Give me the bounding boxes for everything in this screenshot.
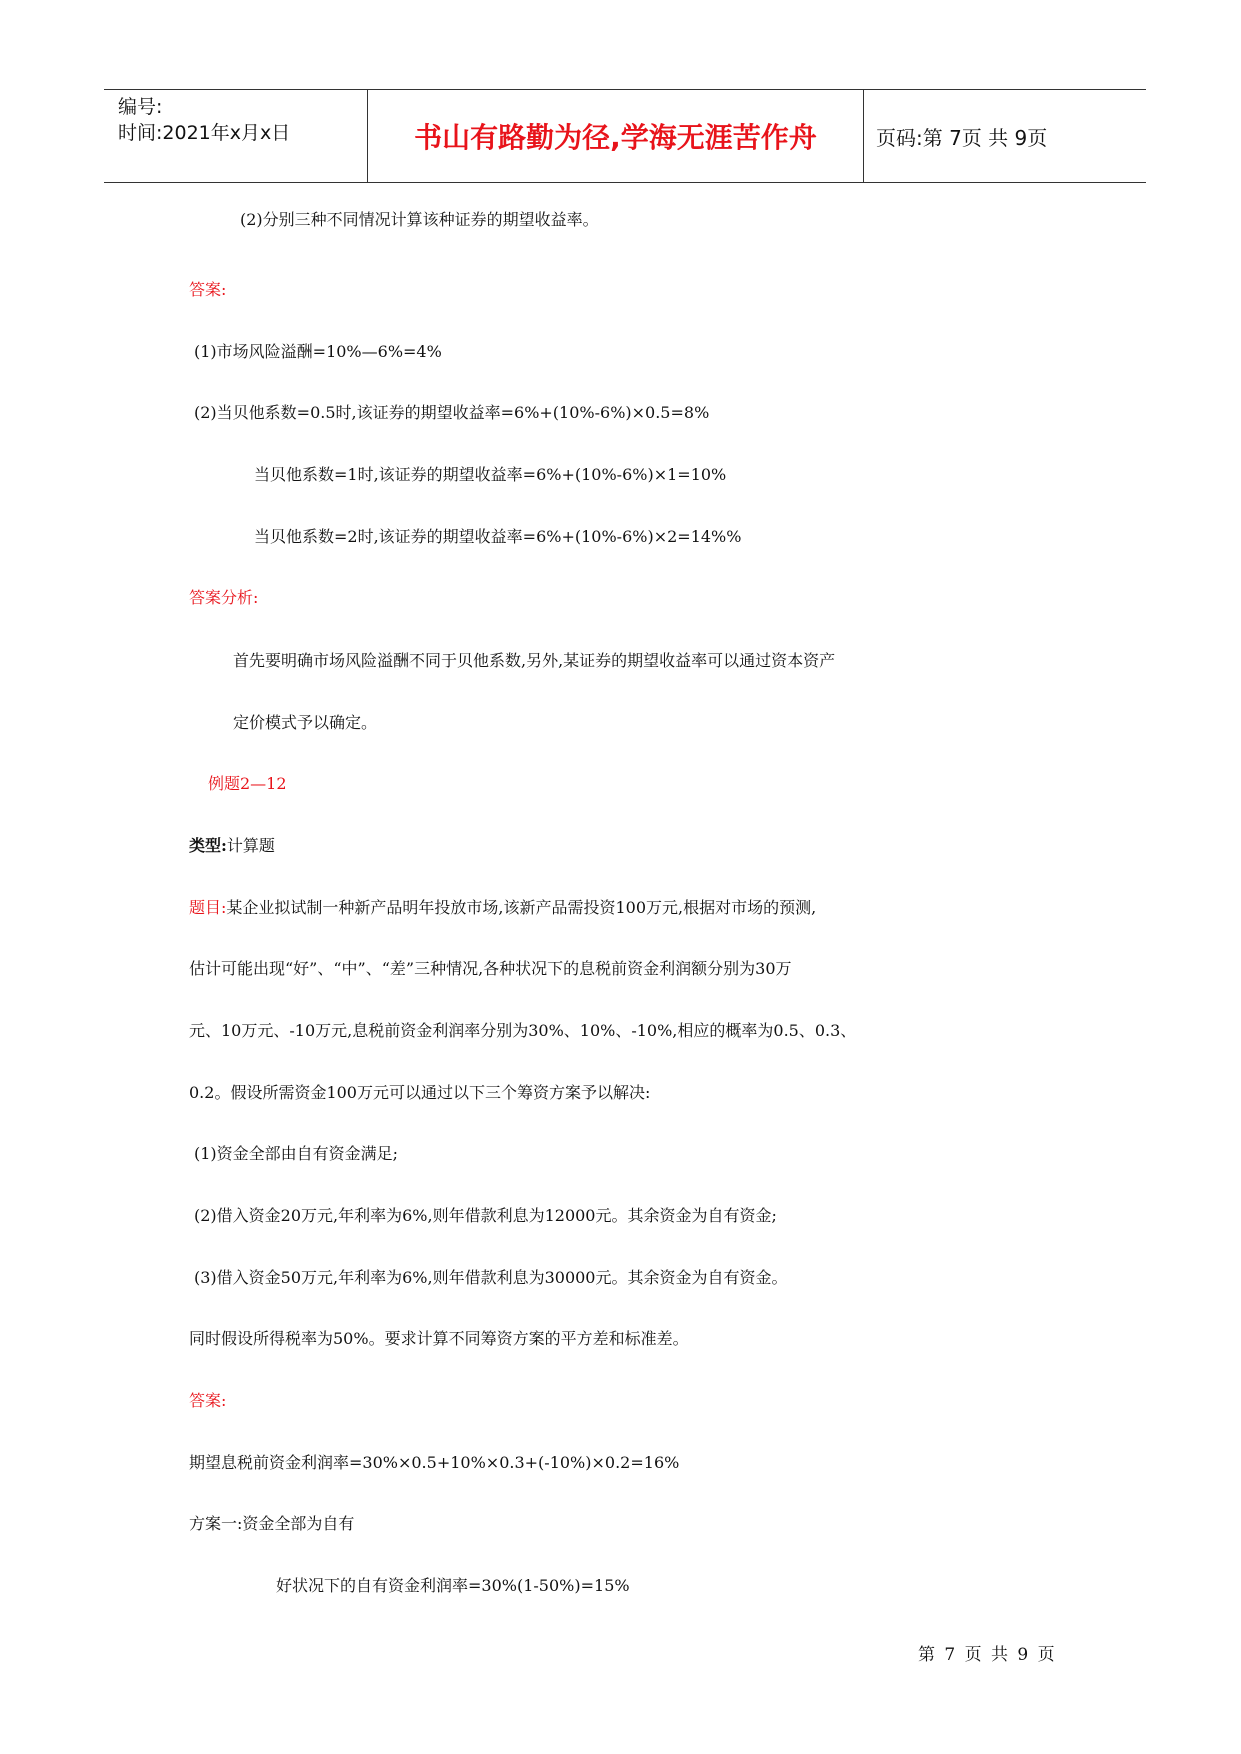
- plan-1: (1)资金全部由自有资金满足;: [194, 1144, 399, 1163]
- tax-assumption: 同时假设所得税率为50%。要求计算不同筹资方案的平方差和标准差。: [189, 1329, 689, 1348]
- problem-line-1: [189, 897, 816, 919]
- type-value: 计算题: [226, 836, 275, 855]
- problem-line-3: 元、10万元、-10万元,息税前资金利润率分别为30%、10%、-10%,相应的概率为0.5、0.3、: [189, 1021, 857, 1040]
- problem-line-4: 0.2。假设所需资金100万元可以通过以下三个筹资方案予以解决:: [189, 1083, 651, 1102]
- header-time-label: 时间:2021年x月x日: [118, 122, 291, 144]
- answer-line-2: (2)当贝他系数=0.5时,该证券的期望收益率=6%+(10%-6%)×0.5=8%: [194, 403, 710, 422]
- answer-line-3: 当贝他系数=1时,该证券的期望收益率=6%+(10%-6%)×1=10%: [254, 465, 727, 484]
- header-motto: 书山有路勤为径,学海无涯苦作舟: [368, 90, 864, 182]
- question-part-2: (2)分别三种不同情况计算该种证券的期望收益率。: [240, 210, 599, 229]
- answer-line-4: 当贝他系数=2时,该证券的期望收益率=6%+(10%-6%)×2=14%%: [254, 527, 742, 546]
- header-page-label: 页码:第 7页 共 9页: [876, 125, 1048, 150]
- document-header: [104, 89, 1146, 183]
- plan-2: (2)借入资金20万元,年利率为6%,则年借款利息为12000元。其余资金为自有资金;: [194, 1206, 777, 1225]
- answer-heading-2: 答案:: [189, 1391, 227, 1410]
- example-title: 例题2—12: [208, 774, 287, 793]
- type-line: [189, 835, 275, 857]
- page-footer: 第 7 页 共 9 页: [918, 1645, 1057, 1665]
- header-meta-cell: [104, 90, 368, 182]
- problem-text-1: 某企业拟试制一种新产品明年投放市场,该新产品需投资100万元,根据对市场的预测,: [226, 898, 817, 917]
- analysis-line-2: 定价模式予以确定。: [233, 713, 378, 732]
- scheme-one-good-case: 好状况下的自有资金利润率=30%(1-50%)=15%: [276, 1576, 630, 1595]
- answer-heading: 答案:: [189, 280, 227, 299]
- type-label: 类型:: [189, 836, 227, 855]
- problem-line-2: 估计可能出现“好”、“中”、“差”三种情况,各种状况下的息税前资金利润额分别为30万: [189, 959, 792, 978]
- problem-label: 题目:: [189, 898, 227, 917]
- expected-return-line: 期望息税前资金利润率=30%×0.5+10%×0.3+(-10%)×0.2=16%: [189, 1453, 680, 1472]
- plan-3: (3)借入资金50万元,年利率为6%,则年借款利息为30000元。其余资金为自有资金。: [194, 1268, 788, 1287]
- header-number-label: 编号:: [118, 96, 163, 118]
- analysis-line-1: 首先要明确市场风险溢酬不同于贝他系数,另外,某证券的期望收益率可以通过资本资产: [233, 651, 836, 670]
- answer-line-1: (1)市场风险溢酬=10%—6%=4%: [194, 342, 442, 361]
- answer-analysis-heading: 答案分析:: [189, 588, 259, 607]
- scheme-one-heading: 方案一:资金全部为自有: [189, 1514, 355, 1533]
